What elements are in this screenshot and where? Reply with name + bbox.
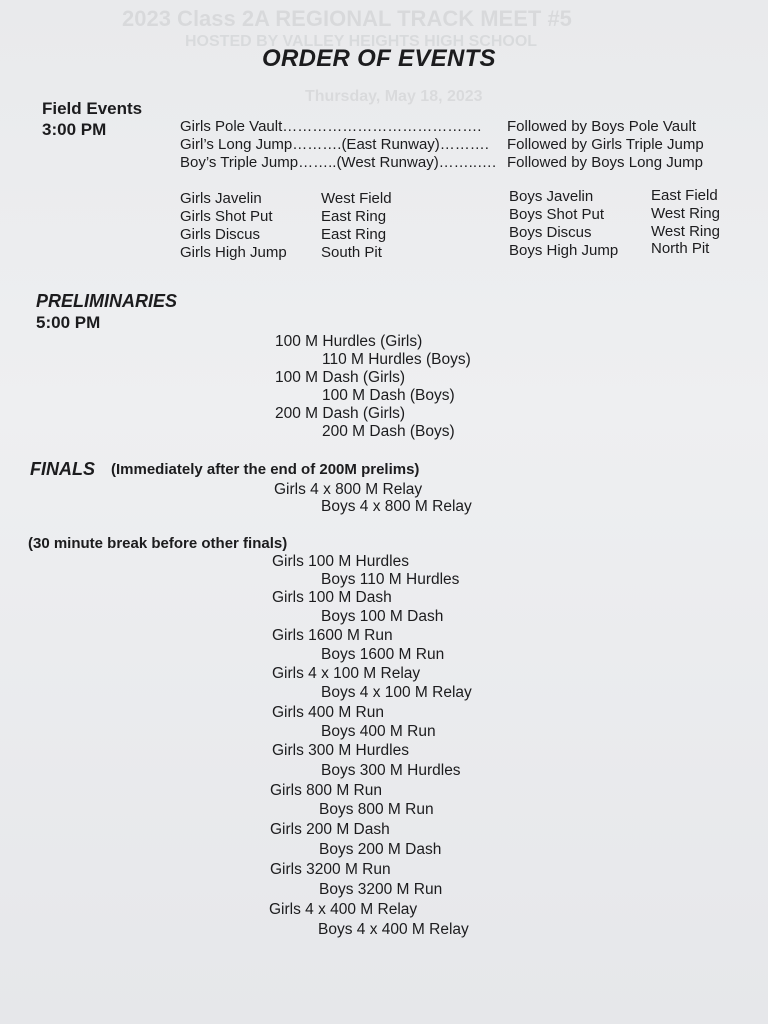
final-event-girls: Girls 200 M Dash [270,821,390,838]
final-event-girls: Girls 100 M Hurdles [272,553,409,570]
girls-field-location: South Pit [321,244,382,261]
final-event-boys: Boys 4 x 400 M Relay [318,921,469,938]
girls-field-location: West Field [321,190,392,207]
boys-field-event: Boys Shot Put [509,206,605,223]
girls-field-event: Girls Discus [180,226,261,243]
final-event-boys: Boys 110 M Hurdles [321,571,460,588]
boys-field-location: North Pit [651,240,710,257]
bleed-through-line-3: Thursday, May 18, 2023 [305,88,483,105]
field-line-3-event: Boy’s Triple Jump……..(West Runway)……..…. [180,154,497,171]
girls-field-event: Girls High Jump [180,244,287,261]
final-event-boys: Boys 400 M Run [321,723,436,740]
final-event-boys: Boys 4 x 100 M Relay [321,684,472,701]
final-event-girls: Girls 1600 M Run [272,627,393,644]
final-event-girls: Girls 400 M Run [272,704,384,721]
prelim-event-girls: 100 M Hurdles (Girls) [275,333,423,350]
boys-field-location: West Ring [651,223,720,240]
final-event-boys: Boys 1600 M Run [321,646,445,663]
finals-heading: FINALS [30,459,95,479]
final-event-girls: Girls 3200 M Run [270,861,391,878]
final-event-boys: Boys 800 M Run [319,801,434,818]
girls-field-location: East Ring [321,208,387,225]
finals-relay-boys: Boys 4 x 800 M Relay [321,498,472,515]
boys-field-location: East Field [651,187,718,204]
final-event-boys: Boys 3200 M Run [319,881,443,898]
final-event-boys: Boys 200 M Dash [319,841,442,858]
bleed-through-line-2: HOSTED BY VALLEY HEIGHTS HIGH SCHOOL [185,33,538,50]
boys-field-event: Boys High Jump [509,242,619,259]
prelim-event-girls: 100 M Dash (Girls) [275,369,406,386]
prelim-event-boys: 110 M Hurdles (Boys) [322,351,471,368]
final-event-girls: Girls 4 x 100 M Relay [272,665,421,682]
bleed-through-line-1: 2023 Class 2A REGIONAL TRACK MEET #5 [122,6,572,31]
final-event-boys: Boys 100 M Dash [321,608,444,625]
girls-field-location: East Ring [321,226,387,243]
field-line-1-event: Girls Pole Vault…………………………………. [180,118,482,135]
field-events-heading: Field Events [42,99,143,118]
boys-field-event: Boys Discus [509,224,592,241]
prelim-event-boys: 200 M Dash (Boys) [322,423,455,440]
girls-field-event: Girls Shot Put [180,208,273,225]
preliminaries-time: 5:00 PM [36,313,101,332]
final-event-girls: Girls 4 x 400 M Relay [269,901,418,918]
field-line-2-event: Girl’s Long Jump……….(East Runway)………. [180,136,489,153]
final-event-girls: Girls 300 M Hurdles [272,742,409,759]
field-line-3-follow: Followed by Boys Long Jump [507,154,703,171]
final-event-girls: Girls 800 M Run [270,782,382,799]
prelim-event-boys: 100 M Dash (Boys) [322,387,455,404]
break-note: (30 minute break before other finals) [28,535,288,552]
girls-field-event: Girls Javelin [180,190,262,207]
prelim-event-girls: 200 M Dash (Girls) [275,405,406,422]
boys-field-event: Boys Javelin [509,188,594,205]
finals-relay-girls: Girls 4 x 800 M Relay [274,481,423,498]
page-title: ORDER OF EVENTS [262,45,496,72]
final-event-girls: Girls 100 M Dash [272,589,392,606]
boys-field-location: West Ring [651,205,720,222]
preliminaries-heading: PRELIMINARIES [36,291,178,311]
finals-note: (Immediately after the end of 200M prelims) [111,461,420,478]
field-events-time: 3:00 PM [42,120,107,139]
final-event-boys: Boys 300 M Hurdles [321,762,461,779]
field-line-2-follow: Followed by Girls Triple Jump [507,136,704,153]
field-line-1-follow: Followed by Boys Pole Vault [507,118,696,135]
